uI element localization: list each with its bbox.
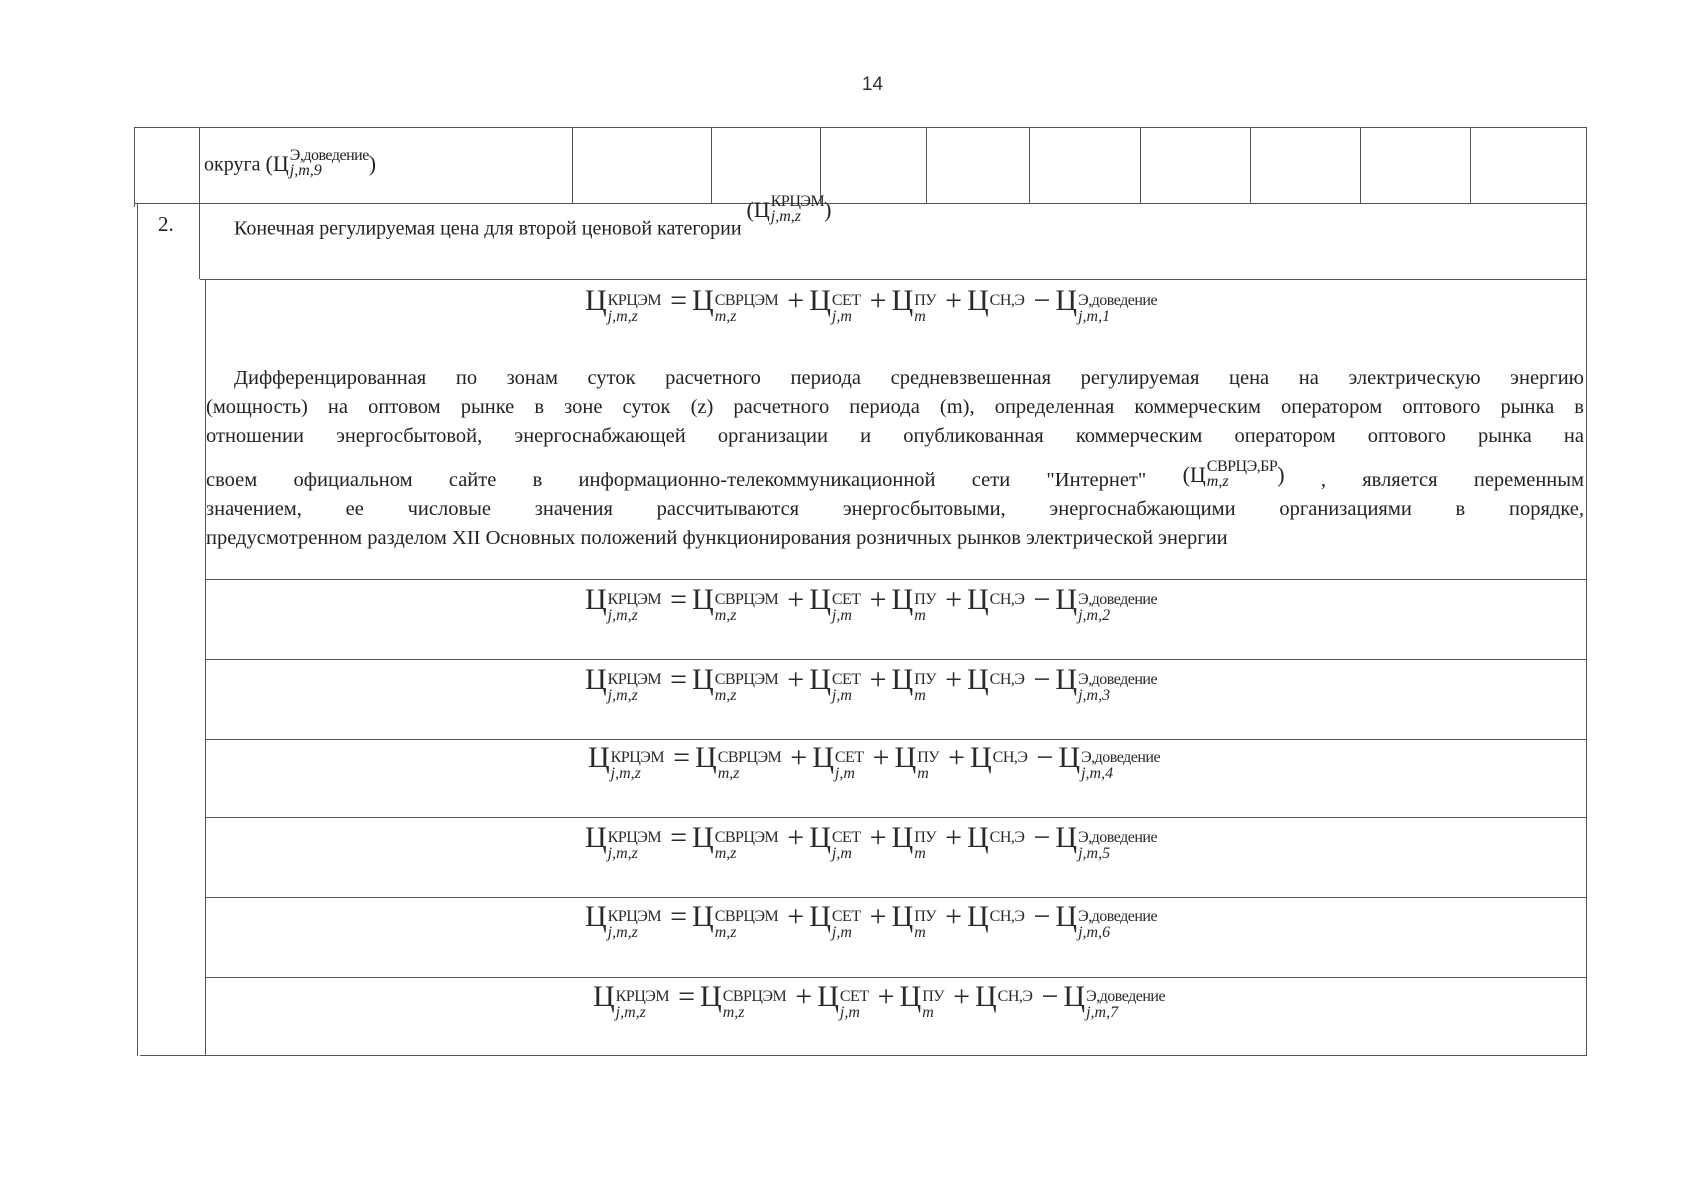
row2-title-text: Конечная регулируемая цена для второй ценовой категории [234,217,742,240]
formula-1: Ц КРЦЭМ j,m,z = Ц СВРЦЭМ m,z + Ц СЕТ j,m + Ц ПУ m + Ц СН,Э − Ц Э,доведение j,m,1 [585,284,1158,325]
formula-6: Ц КРЦЭМ j,m,z = Ц СВРЦЭМ m,z + Ц СЕТ j,m + Ц ПУ m + Ц СН,Э − Ц Э,доведение j,m,6 [585,900,1158,941]
okrug-price-symbol: (Ц Э,доведение j,m,9 ) [265,147,377,180]
description-line: предусмотренном разделом XII Основных положений функционирования розничных рынков электрической энергии [206,527,1228,549]
description-line: отношении энергосбытовой, энергоснабжающей организации и опубликованная коммерческим оператором оптового рынка на [206,425,1584,447]
description-line: своем официальном сайте в информационно-телекоммуникационной сети "Интернет" (Ц СВРЦЭ,БР m,z ) , является переменным [206,458,1585,491]
okrug-label: округа [204,153,261,176]
row2-description [206,364,1584,553]
row2-title [234,193,832,242]
formula-2: Ц КРЦЭМ j,m,z = Ц СВРЦЭМ m,z + Ц СЕТ j,m + Ц ПУ m + Ц СН,Э − Ц Э,доведение j,m,2 [585,583,1158,624]
page-number: 14 [861,74,884,95]
formula-4: Ц КРЦЭМ j,m,z = Ц СВРЦЭМ m,z + Ц СЕТ j,m + Ц ПУ m + Ц СН,Э − Ц Э,доведение j,m,4 [588,741,1161,782]
row2-title-symbol: (Ц КРЦЭМ j,m,z ) [746,193,832,226]
formula-3: Ц КРЦЭМ j,m,z = Ц СВРЦЭМ m,z + Ц СЕТ j,m + Ц ПУ m + Ц СН,Э − Ц Э,доведение j,m,3 [585,663,1158,704]
formula-7: Ц КРЦЭМ j,m,z = Ц СВРЦЭМ m,z + Ц СЕТ j,m + Ц ПУ m + Ц СН,Э − Ц Э,доведение j,m,7 [593,980,1166,1021]
row1-okrug-cell [204,148,376,178]
description-line: значением, ее числовые значения рассчитываются энергосбытовыми, энергоснабжающими организациями в порядке, [206,498,1584,520]
description-line: Дифференцированная по зонам суток расчетного периода средневзвешенная регулируемая цена на электрическую энергию [234,367,1584,389]
row-number-2: 2. [158,212,174,236]
inline-price-symbol: (Ц СВРЦЭ,БР m,z ) [1182,458,1285,491]
description-line: (мощность) на оптовом рынке в зоне суток (z) расчетного периода (m), определенная коммерческим оператором оптового рынка в [206,396,1584,418]
formula-5: Ц КРЦЭМ j,m,z = Ц СВРЦЭМ m,z + Ц СЕТ j,m + Ц ПУ m + Ц СН,Э − Ц Э,доведение j,m,5 [585,821,1158,862]
